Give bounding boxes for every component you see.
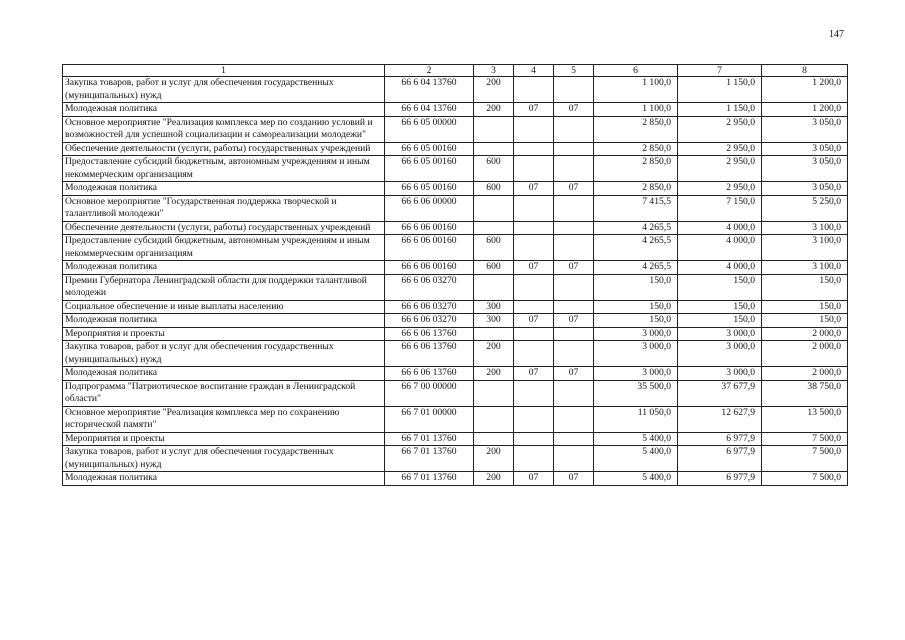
- row-amount-year1-cell: 150,0: [594, 300, 678, 314]
- row-code-cell: 66 6 06 03270: [385, 300, 474, 314]
- row-code-cell: 66 7 00 00000: [385, 380, 474, 406]
- row-name-cell: Предоставление субсидий бюджетным, автономным учреждениям и иным некоммерческим организациям: [63, 156, 385, 182]
- row-amount-year3-cell: 3 100,0: [762, 261, 848, 275]
- row-amount-year2-cell: 2 950,0: [678, 156, 762, 182]
- row-amount-year1-cell: 7 415,5: [594, 195, 678, 221]
- row-code-cell: 66 6 05 00160: [385, 142, 474, 156]
- row-amount-year2-cell: 2 950,0: [678, 116, 762, 142]
- row-code-cell: 66 6 05 00160: [385, 156, 474, 182]
- row-code-cell: 66 6 04 13760: [385, 103, 474, 117]
- row-amount-year2-cell: 150,0: [678, 314, 762, 328]
- row-vr-cell: 600: [474, 235, 514, 261]
- row-amount-year2-cell: 1 150,0: [678, 77, 762, 103]
- row-rz-cell: 07: [514, 472, 554, 486]
- row-amount-year2-cell: 3 000,0: [678, 341, 762, 367]
- row-name-cell: Молодежная политика: [63, 261, 385, 275]
- table-row: [63, 406, 848, 432]
- table-header-row: [63, 65, 848, 77]
- row-pr-cell: [554, 432, 594, 446]
- row-name-cell: Закупка товаров, работ и услуг для обеспечения государственных (муниципальных) нужд: [63, 446, 385, 472]
- row-amount-year2-cell: 2 950,0: [678, 182, 762, 196]
- table-row: [63, 432, 848, 446]
- row-amount-year1-cell: 5 400,0: [594, 446, 678, 472]
- row-rz-cell: 07: [514, 103, 554, 117]
- row-name-cell: Мероприятия и проекты: [63, 327, 385, 341]
- row-amount-year2-cell: 150,0: [678, 274, 762, 300]
- row-vr-cell: [474, 380, 514, 406]
- row-amount-year1-cell: 3 000,0: [594, 341, 678, 367]
- row-vr-cell: 600: [474, 182, 514, 196]
- row-amount-year3-cell: 3 050,0: [762, 116, 848, 142]
- row-amount-year2-cell: 6 977,9: [678, 472, 762, 486]
- row-name-cell: Предоставление субсидий бюджетным, автономным учреждениям и иным некоммерческим организациям: [63, 235, 385, 261]
- row-pr-cell: [554, 300, 594, 314]
- row-amount-year3-cell: 7 500,0: [762, 472, 848, 486]
- row-amount-year2-cell: 2 950,0: [678, 142, 762, 156]
- row-pr-cell: [554, 235, 594, 261]
- row-amount-year3-cell: 150,0: [762, 314, 848, 328]
- row-name-cell: Обеспечение деятельности (услуги, работы) государственных учреждений: [63, 221, 385, 235]
- row-code-cell: 66 6 05 00000: [385, 116, 474, 142]
- row-vr-cell: 200: [474, 472, 514, 486]
- row-amount-year3-cell: 2 000,0: [762, 327, 848, 341]
- column-header: 6: [594, 65, 678, 77]
- row-pr-cell: [554, 142, 594, 156]
- column-header: 2: [385, 65, 474, 77]
- row-amount-year1-cell: 3 000,0: [594, 367, 678, 381]
- row-vr-cell: 600: [474, 156, 514, 182]
- row-rz-cell: 07: [514, 182, 554, 196]
- table-row: [63, 274, 848, 300]
- row-rz-cell: [514, 221, 554, 235]
- row-rz-cell: [514, 116, 554, 142]
- row-code-cell: 66 6 04 13760: [385, 77, 474, 103]
- row-amount-year3-cell: 3 050,0: [762, 182, 848, 196]
- row-rz-cell: [514, 156, 554, 182]
- row-name-cell: Подпрограмма "Патриотическое воспитание граждан в Ленинградской области": [63, 380, 385, 406]
- row-amount-year1-cell: 150,0: [594, 274, 678, 300]
- row-code-cell: 66 6 06 00160: [385, 235, 474, 261]
- row-rz-cell: 07: [514, 367, 554, 381]
- row-amount-year1-cell: 35 500,0: [594, 380, 678, 406]
- row-rz-cell: [514, 432, 554, 446]
- row-name-cell: Основное мероприятие "Реализация комплекса мер по созданию условий и возможностей для успешной социализации и самореализации молодежи": [63, 116, 385, 142]
- row-amount-year3-cell: 1 200,0: [762, 77, 848, 103]
- row-pr-cell: [554, 221, 594, 235]
- row-name-cell: Молодежная политика: [63, 367, 385, 381]
- row-pr-cell: [554, 156, 594, 182]
- row-amount-year1-cell: 3 000,0: [594, 327, 678, 341]
- row-pr-cell: 07: [554, 367, 594, 381]
- column-header: 3: [474, 65, 514, 77]
- row-amount-year3-cell: 7 500,0: [762, 446, 848, 472]
- row-code-cell: 66 7 01 13760: [385, 432, 474, 446]
- row-rz-cell: 07: [514, 314, 554, 328]
- row-vr-cell: [474, 116, 514, 142]
- row-vr-cell: 200: [474, 103, 514, 117]
- row-amount-year3-cell: 2 000,0: [762, 341, 848, 367]
- row-pr-cell: 07: [554, 182, 594, 196]
- row-name-cell: Молодежная политика: [63, 314, 385, 328]
- table-row: [63, 261, 848, 275]
- row-code-cell: 66 6 06 13760: [385, 341, 474, 367]
- table-row: [63, 221, 848, 235]
- row-name-cell: Молодежная политика: [63, 472, 385, 486]
- row-amount-year1-cell: 2 850,0: [594, 142, 678, 156]
- row-rz-cell: [514, 77, 554, 103]
- row-vr-cell: [474, 221, 514, 235]
- row-code-cell: 66 6 05 00160: [385, 182, 474, 196]
- row-amount-year3-cell: 7 500,0: [762, 432, 848, 446]
- row-code-cell: 66 7 01 13760: [385, 472, 474, 486]
- table-row: [63, 116, 848, 142]
- row-amount-year3-cell: 3 050,0: [762, 156, 848, 182]
- row-code-cell: 66 6 06 13760: [385, 367, 474, 381]
- row-rz-cell: [514, 341, 554, 367]
- row-name-cell: Премии Губернатора Ленинградской области для поддержки талантливой молодежи: [63, 274, 385, 300]
- row-name-cell: Обеспечение деятельности (услуги, работы) государственных учреждений: [63, 142, 385, 156]
- row-name-cell: Мероприятия и проекты: [63, 432, 385, 446]
- row-amount-year1-cell: 1 100,0: [594, 103, 678, 117]
- row-amount-year2-cell: 7 150,0: [678, 195, 762, 221]
- row-vr-cell: [474, 327, 514, 341]
- table-row: [63, 195, 848, 221]
- row-rz-cell: [514, 327, 554, 341]
- row-rz-cell: [514, 274, 554, 300]
- row-pr-cell: 07: [554, 103, 594, 117]
- column-header: 5: [554, 65, 594, 77]
- table-row: [63, 235, 848, 261]
- row-pr-cell: 07: [554, 314, 594, 328]
- row-rz-cell: [514, 406, 554, 432]
- row-amount-year1-cell: 2 850,0: [594, 182, 678, 196]
- table-row: [63, 156, 848, 182]
- row-vr-cell: 600: [474, 261, 514, 275]
- row-amount-year3-cell: 38 750,0: [762, 380, 848, 406]
- row-vr-cell: 200: [474, 367, 514, 381]
- row-amount-year2-cell: 4 000,0: [678, 221, 762, 235]
- row-pr-cell: [554, 274, 594, 300]
- row-pr-cell: [554, 116, 594, 142]
- row-pr-cell: [554, 327, 594, 341]
- row-amount-year3-cell: 13 500,0: [762, 406, 848, 432]
- row-amount-year1-cell: 5 400,0: [594, 472, 678, 486]
- row-amount-year2-cell: 1 150,0: [678, 103, 762, 117]
- row-amount-year1-cell: 1 100,0: [594, 77, 678, 103]
- table-row: [63, 327, 848, 341]
- row-code-cell: 66 6 06 00160: [385, 221, 474, 235]
- row-rz-cell: [514, 235, 554, 261]
- row-vr-cell: [474, 274, 514, 300]
- row-amount-year1-cell: 150,0: [594, 314, 678, 328]
- row-amount-year3-cell: 3 050,0: [762, 142, 848, 156]
- row-rz-cell: [514, 300, 554, 314]
- row-pr-cell: 07: [554, 261, 594, 275]
- row-rz-cell: [514, 195, 554, 221]
- row-pr-cell: 07: [554, 472, 594, 486]
- row-pr-cell: [554, 406, 594, 432]
- table-row: [63, 103, 848, 117]
- row-code-cell: 66 7 01 13760: [385, 446, 474, 472]
- row-rz-cell: [514, 446, 554, 472]
- row-amount-year2-cell: 37 677,9: [678, 380, 762, 406]
- row-name-cell: Основное мероприятие "Государственная поддержка творческой и талантливой молодежи": [63, 195, 385, 221]
- column-header: 1: [63, 65, 385, 77]
- row-amount-year3-cell: 150,0: [762, 300, 848, 314]
- row-pr-cell: [554, 77, 594, 103]
- row-amount-year3-cell: 1 200,0: [762, 103, 848, 117]
- row-amount-year3-cell: 3 100,0: [762, 221, 848, 235]
- row-pr-cell: [554, 341, 594, 367]
- row-vr-cell: 200: [474, 77, 514, 103]
- row-amount-year3-cell: 5 250,0: [762, 195, 848, 221]
- row-rz-cell: 07: [514, 261, 554, 275]
- table-row: [63, 77, 848, 103]
- table-row: [63, 341, 848, 367]
- row-amount-year1-cell: 2 850,0: [594, 156, 678, 182]
- row-amount-year2-cell: 4 000,0: [678, 235, 762, 261]
- table-row: [63, 367, 848, 381]
- row-code-cell: 66 7 01 00000: [385, 406, 474, 432]
- row-amount-year2-cell: 150,0: [678, 300, 762, 314]
- budget-table: [62, 64, 848, 486]
- row-rz-cell: [514, 380, 554, 406]
- row-amount-year2-cell: 6 977,9: [678, 432, 762, 446]
- row-pr-cell: [554, 195, 594, 221]
- row-amount-year1-cell: 2 850,0: [594, 116, 678, 142]
- row-vr-cell: [474, 432, 514, 446]
- table-row: [63, 300, 848, 314]
- column-header: 4: [514, 65, 554, 77]
- row-amount-year1-cell: 11 050,0: [594, 406, 678, 432]
- row-name-cell: Закупка товаров, работ и услуг для обеспечения государственных (муниципальных) нужд: [63, 341, 385, 367]
- row-amount-year3-cell: 2 000,0: [762, 367, 848, 381]
- row-vr-cell: 300: [474, 300, 514, 314]
- row-code-cell: 66 6 06 00000: [385, 195, 474, 221]
- row-amount-year1-cell: 4 265,5: [594, 261, 678, 275]
- row-name-cell: Социальное обеспечение и иные выплаты населению: [63, 300, 385, 314]
- table-row: [63, 142, 848, 156]
- row-amount-year1-cell: 4 265,5: [594, 235, 678, 261]
- row-vr-cell: 200: [474, 446, 514, 472]
- column-header: 8: [762, 65, 848, 77]
- row-amount-year2-cell: 3 000,0: [678, 367, 762, 381]
- row-pr-cell: [554, 446, 594, 472]
- table-row: [63, 380, 848, 406]
- row-amount-year2-cell: 12 627,9: [678, 406, 762, 432]
- row-amount-year3-cell: 3 100,0: [762, 235, 848, 261]
- row-code-cell: 66 6 06 13760: [385, 327, 474, 341]
- row-vr-cell: [474, 142, 514, 156]
- table-row: [63, 314, 848, 328]
- row-vr-cell: [474, 195, 514, 221]
- row-name-cell: Закупка товаров, работ и услуг для обеспечения государственных (муниципальных) нужд: [63, 77, 385, 103]
- row-code-cell: 66 6 06 00160: [385, 261, 474, 275]
- row-name-cell: Основное мероприятие "Реализация комплекса мер по сохранению исторической памяти": [63, 406, 385, 432]
- table-row: [63, 472, 848, 486]
- row-vr-cell: 300: [474, 314, 514, 328]
- row-amount-year3-cell: 150,0: [762, 274, 848, 300]
- row-vr-cell: 200: [474, 341, 514, 367]
- row-code-cell: 66 6 06 03270: [385, 274, 474, 300]
- row-amount-year1-cell: 5 400,0: [594, 432, 678, 446]
- table-row: [63, 446, 848, 472]
- row-amount-year2-cell: 4 000,0: [678, 261, 762, 275]
- row-amount-year2-cell: 6 977,9: [678, 446, 762, 472]
- table-row: [63, 182, 848, 196]
- row-name-cell: Молодежная политика: [63, 103, 385, 117]
- row-code-cell: 66 6 06 03270: [385, 314, 474, 328]
- row-amount-year1-cell: 4 265,5: [594, 221, 678, 235]
- column-header: 7: [678, 65, 762, 77]
- row-amount-year2-cell: 3 000,0: [678, 327, 762, 341]
- row-pr-cell: [554, 380, 594, 406]
- page-number: 147: [829, 29, 844, 40]
- row-rz-cell: [514, 142, 554, 156]
- row-name-cell: Молодежная политика: [63, 182, 385, 196]
- row-vr-cell: [474, 406, 514, 432]
